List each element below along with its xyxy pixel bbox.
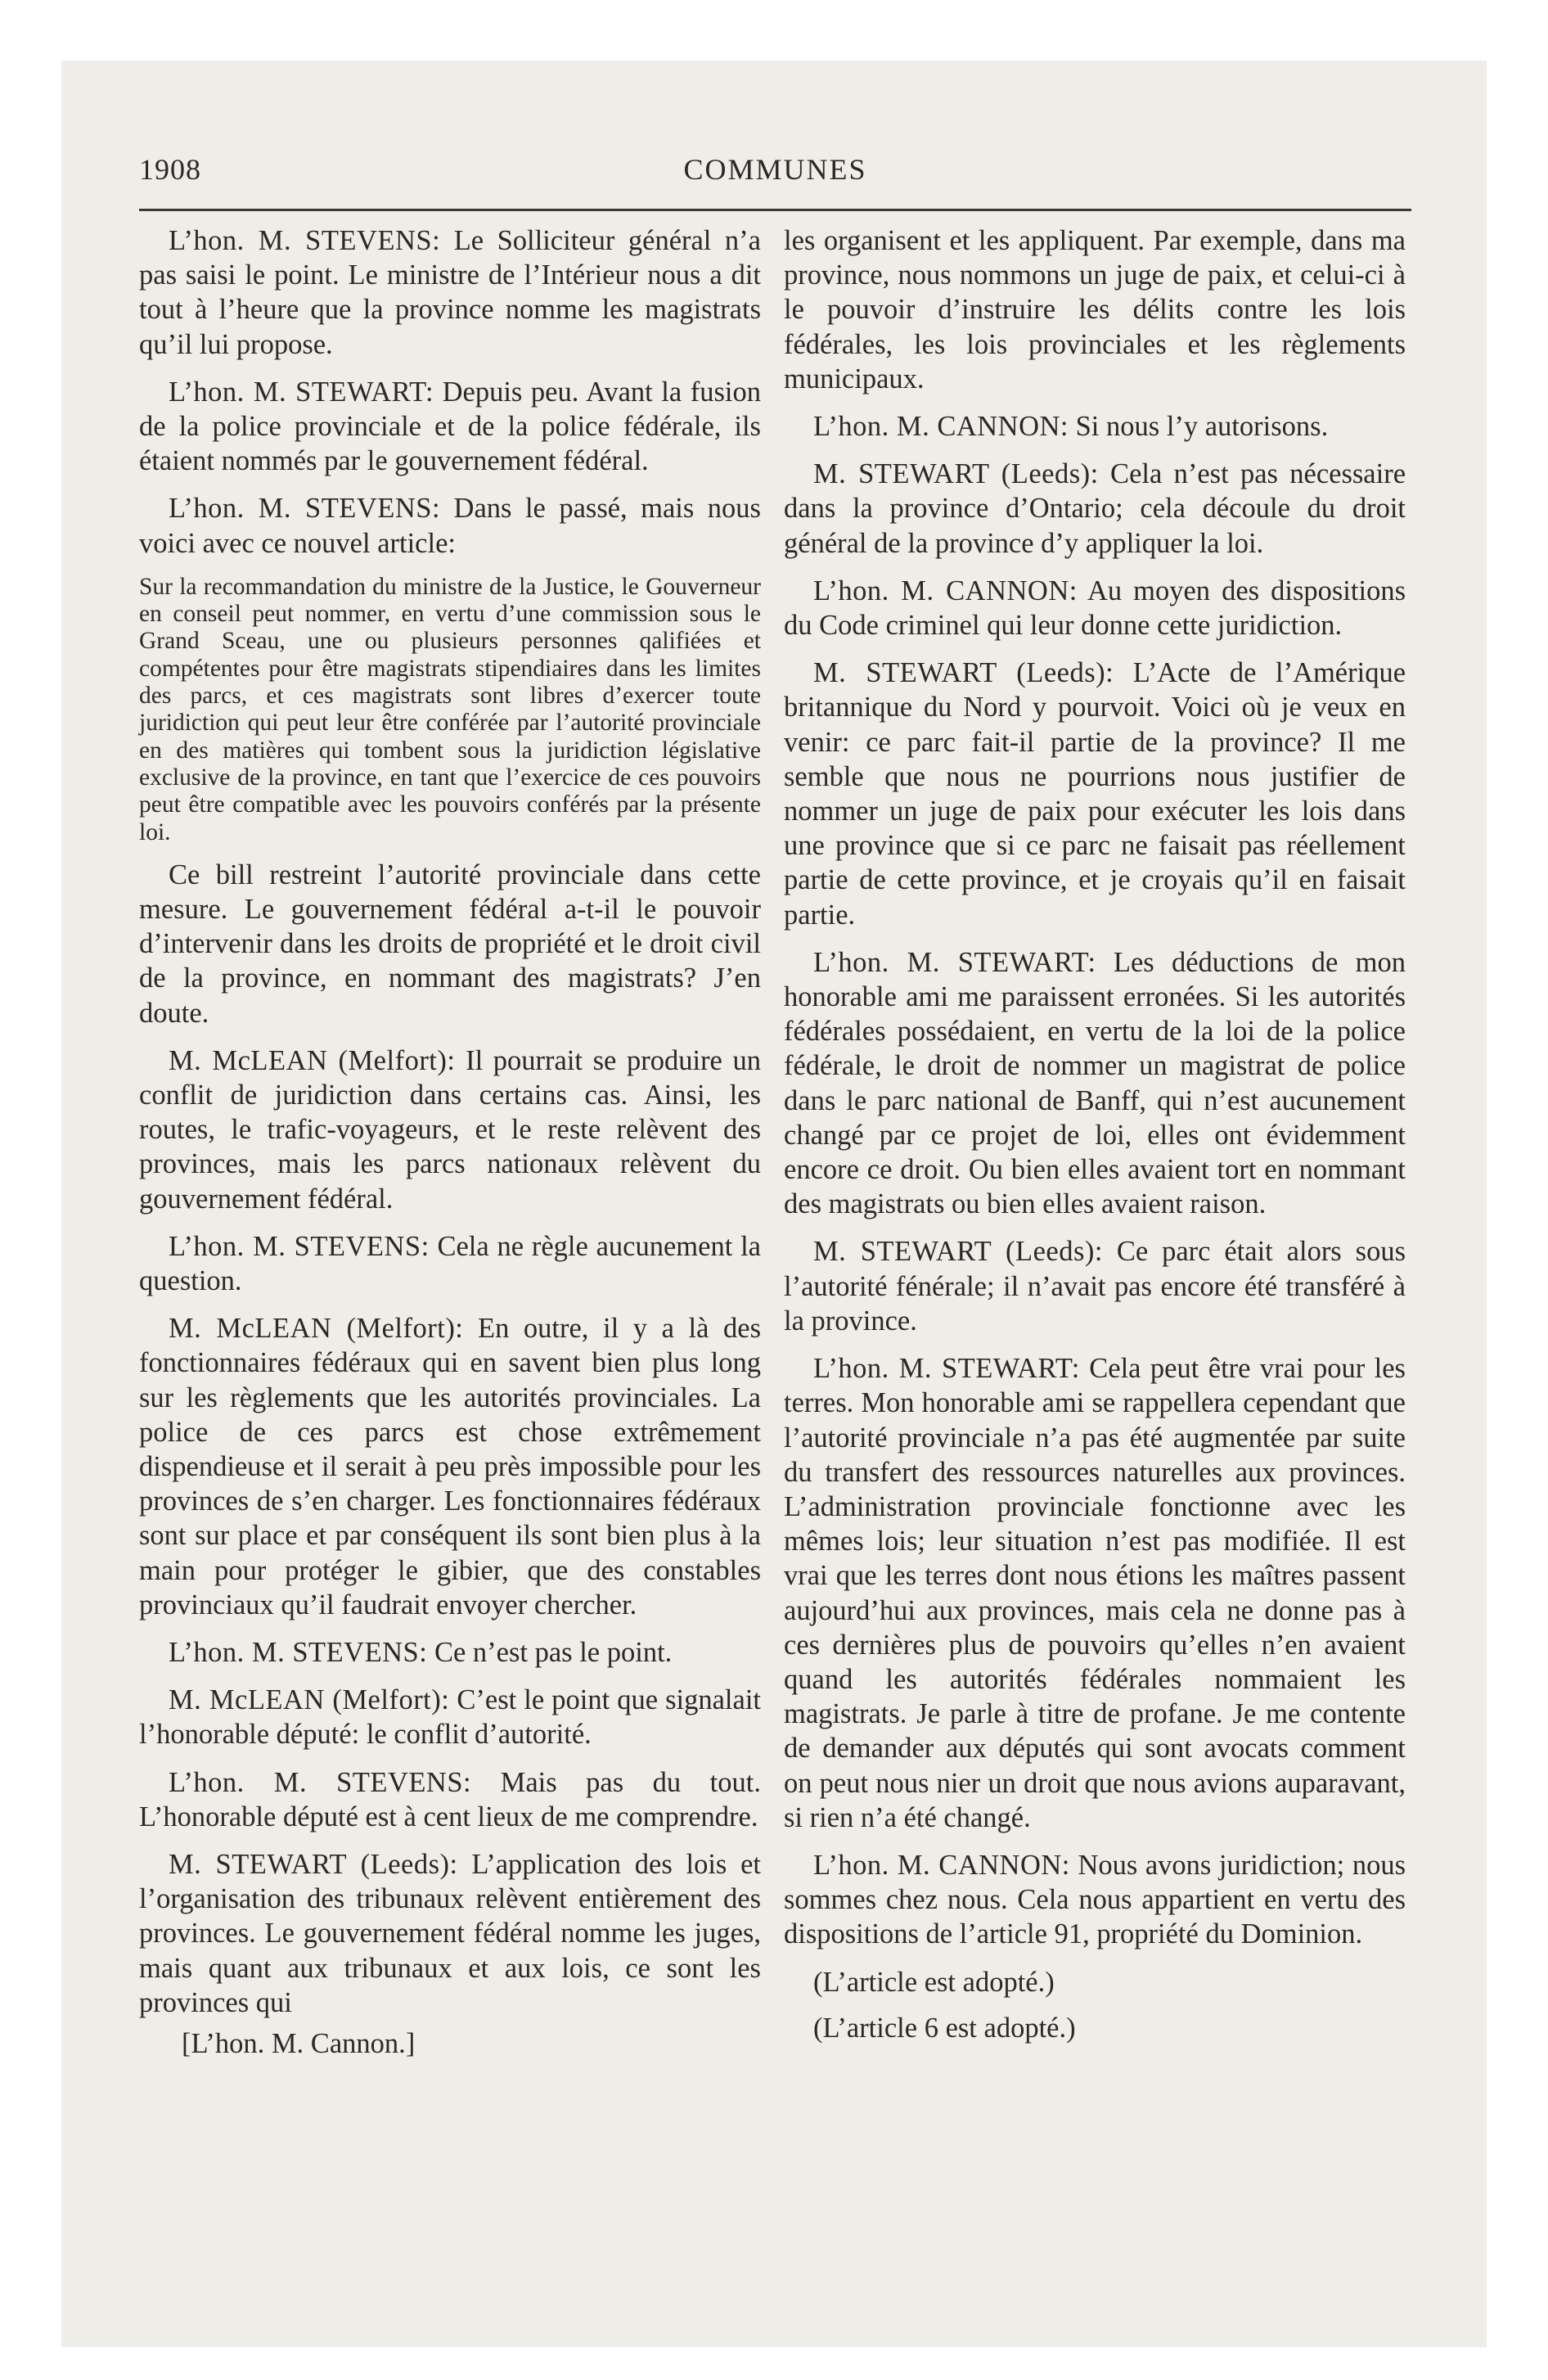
- page-header: [139, 152, 1411, 201]
- speaker: L’hon. M. STEWART:: [169, 376, 434, 408]
- speech-text: Si nous l’y autorisons.: [1069, 411, 1329, 443]
- paragraph: [784, 1234, 1406, 1338]
- speaker: L’hon. M. STEVENS:: [169, 1766, 472, 1798]
- speech-text: Ce bill restreint l’autorité provinciale dans cette mesure. Le gouvernement fédéral a-t-il le pouvoir d’intervenir dans les droits de propriété et le droit civil de la province, en nommant des magistrats? J’en doute.: [139, 859, 761, 1029]
- header-rule: [139, 209, 1411, 211]
- speaker: M. McLEAN (Melfort):: [169, 1684, 450, 1716]
- paragraph: [784, 409, 1406, 444]
- paragraph: [139, 491, 761, 560]
- running-title: COMMUNES: [683, 153, 867, 186]
- page-number: 1908: [139, 153, 201, 186]
- paragraph: [139, 1765, 761, 1834]
- speech-text: C’est le point que signalait l’honorable député: le conflit d’autorité.: [139, 1684, 761, 1751]
- speech-text: L’Acte de l’Amérique britannique du Nord y pourvoit. Voici où je veux en venir: ce parc fait-il partie de la province? Il me semble que nous ne pourrions nous justifier de nommer un juge de paix pour exécuter les lois dans une province que si ce parc ne faisait pas réellement partie de cette province, et je croyais qu’il en faisait partie.: [784, 657, 1406, 931]
- speech-text: Le Solliciteur général n’a pas saisi le point. Le ministre de l’Intérieur nous a dit tout à l’heure que la province nomme les magistrats qu’il lui propose.: [139, 225, 761, 360]
- quoted-article: Sur la recommandation du ministre de la Justice, le Gouverneur en conseil peut nommer, en vertu d’une commission sous le Grand Sceau, une ou plusieurs personnes qalifiées et compétentes pour être magistrats stipendiaires dans les limites des parcs, et ces magistrats sont libres d’exercer toute juridiction qui peut leur être conférée par l’autorité provinciale en des matières qui tombent sous la juridiction législative exclusive de la province, en tant que l’exercice de ces pouvoirs peut être compatible avec les pouvoirs conférés par la présente loi.: [139, 573, 761, 845]
- paragraph: [784, 574, 1406, 642]
- speech-text: Nous avons juridiction; nous sommes chez nous. Cela nous appartient en vertu des dispositions de l’article 91, propriété du Dominion.: [784, 1849, 1406, 1950]
- paragraph: [139, 1683, 761, 1751]
- paragraph: [784, 457, 1406, 561]
- speech-text: Cela ne règle aucunement la question.: [139, 1230, 761, 1297]
- speech-text: Mais pas du tout. L’honorable député est à cent lieux de me comprendre.: [139, 1766, 761, 1832]
- paragraph: [784, 223, 1406, 396]
- paragraph: [139, 1229, 761, 1298]
- speaker: L’hon. M. STEVENS:: [169, 1230, 430, 1262]
- speech-text: Depuis peu. Avant la fusion de la police provinciale et de la police fédérale, ils étaient nommés par le gouvernement fédéral.: [139, 376, 761, 477]
- speech-text: Cela peut être vrai pour les terres. Mon honorable ami se rappellera cependant que l’autorité provinciale n’a pas été augmentée par suite du transfert des ressources naturelles aux provinces. L’administration provinciale fonctionne avec les mêmes lois; leur situation n’est pas modifiée. Il est vrai que les terres dont nous étions les maîtres passent aujourd’hui aux provinces, mais cela ne donne pas à ces dernières plus de pouvoirs qu’elles n’en avaient quand les autorités fédérales nommaient les magistrats. Je parle à titre de profane. Je me contente de demander aux députés qui sont avocats comment on peut nous nier un droit que nous avions auparavant, si rien n’a été changé.: [784, 1353, 1406, 1833]
- speech-text: Dans le passé, mais nous voici avec ce nouvel article:: [139, 493, 761, 559]
- right-column: [784, 223, 1406, 2057]
- paragraph: [784, 1351, 1406, 1835]
- speech-text: Il pourrait se produire un conflit de juridiction dans certains cas. Ainsi, les routes, le trafic-voyageurs, et le reste relèvent des provinces, mais les parcs nationaux relèvent du gouvernement fédéral.: [139, 1044, 761, 1215]
- speaker: L’hon. M. CANNON:: [813, 1849, 1070, 1881]
- paragraph: [139, 1044, 761, 1216]
- paragraph: [784, 945, 1406, 1222]
- speech-text: L’application des lois et l’organisation des tribunaux relèvent entièrement des provinces. Le gouvernement fédéral nomme les juges, mais quant aux tribunaux et aux lois, ce sont les provinces qui: [139, 1849, 761, 2018]
- speaker: L’hon. M. STEWART:: [813, 1353, 1080, 1385]
- speech-text: Ce parc était alors sous l’autorité fénérale; il n’avait pas encore été transféré à la province.: [784, 1236, 1406, 1336]
- paragraph: [139, 1635, 761, 1670]
- speaker: M. McLEAN (Melfort):: [169, 1313, 464, 1345]
- speech-text: Cela n’est pas nécessaire dans la province d’Ontario; cela découle du droit général de la province d’y appliquer la loi.: [784, 458, 1406, 559]
- speaker: L’hon. M. STEVENS:: [169, 493, 441, 525]
- paragraph: [139, 375, 761, 479]
- speaker: M. STEWART (Leeds):: [813, 458, 1099, 490]
- speaker: L’hon. M. CANNON:: [813, 575, 1078, 606]
- verdict-line: (L’article 6 est adopté.): [813, 2012, 1076, 2044]
- verdict-line: (L’article est adopté.): [813, 1966, 1055, 1998]
- paragraph: [139, 858, 761, 1030]
- speaker: M. STEWART (Leeds):: [813, 657, 1114, 689]
- speech-text: Les déductions de mon honorable ami me paraissent erronées. Si les autorités fédérales possédaient, en vertu de la loi de la police fédérale, le droit de nommer un magistrat de police dans le parc national de Banff, qui n’est aucunement changé par ce projet de loi, elles ont évidemment encore ce droit. Ou bien elles avaient tort en nommant des magistrats ou bien elles avaient raison.: [784, 946, 1406, 1220]
- speaker: L’hon. M. STEWART:: [813, 946, 1096, 978]
- speech-text: les organisent et les appliquent. Par exemple, dans ma province, nous nommons un juge de paix, et celui-ci à le pouvoir d’instruire les délits contre les lois fédérales, les lois provinciales et les règlements municipaux.: [784, 225, 1406, 394]
- paragraph: [784, 656, 1406, 932]
- footer-note: [L’hon. M. Cannon.]: [182, 2028, 416, 2060]
- paragraph: [784, 1848, 1406, 1952]
- speaker: L’hon. M. STEVENS:: [169, 225, 441, 256]
- speaker: M. STEWART (Leeds):: [169, 1849, 458, 1881]
- left-column: [139, 223, 761, 2061]
- paragraph: [139, 1847, 761, 2020]
- paragraph: [139, 223, 761, 362]
- speech-text: Ce n’est pas le point.: [427, 1637, 673, 1669]
- speech-text: En outre, il y a là des fonctionnaires fédéraux qui en savent bien plus long sur les règlements que les autorités provinciales. La police de ces parcs est chose extrêmement dispendieuse et il serait à peu près impossible pour les provinces de s’en charger. Les fonctionnaires fédéraux sont sur place et par conséquent ils sont bien plus à la main pour protéger le gibier, que des constables provinciaux qu’il faudrait envoyer chercher.: [139, 1313, 761, 1620]
- speech-text: Au moyen des dispositions du Code criminel qui leur donne cette juridiction.: [784, 575, 1406, 642]
- speaker: L’hon. M. CANNON:: [813, 411, 1069, 443]
- speaker: M. McLEAN (Melfort):: [169, 1044, 456, 1076]
- speaker: M. STEWART (Leeds):: [813, 1236, 1103, 1268]
- paragraph: [139, 1311, 761, 1622]
- speaker: L’hon. M. STEVENS:: [169, 1637, 428, 1669]
